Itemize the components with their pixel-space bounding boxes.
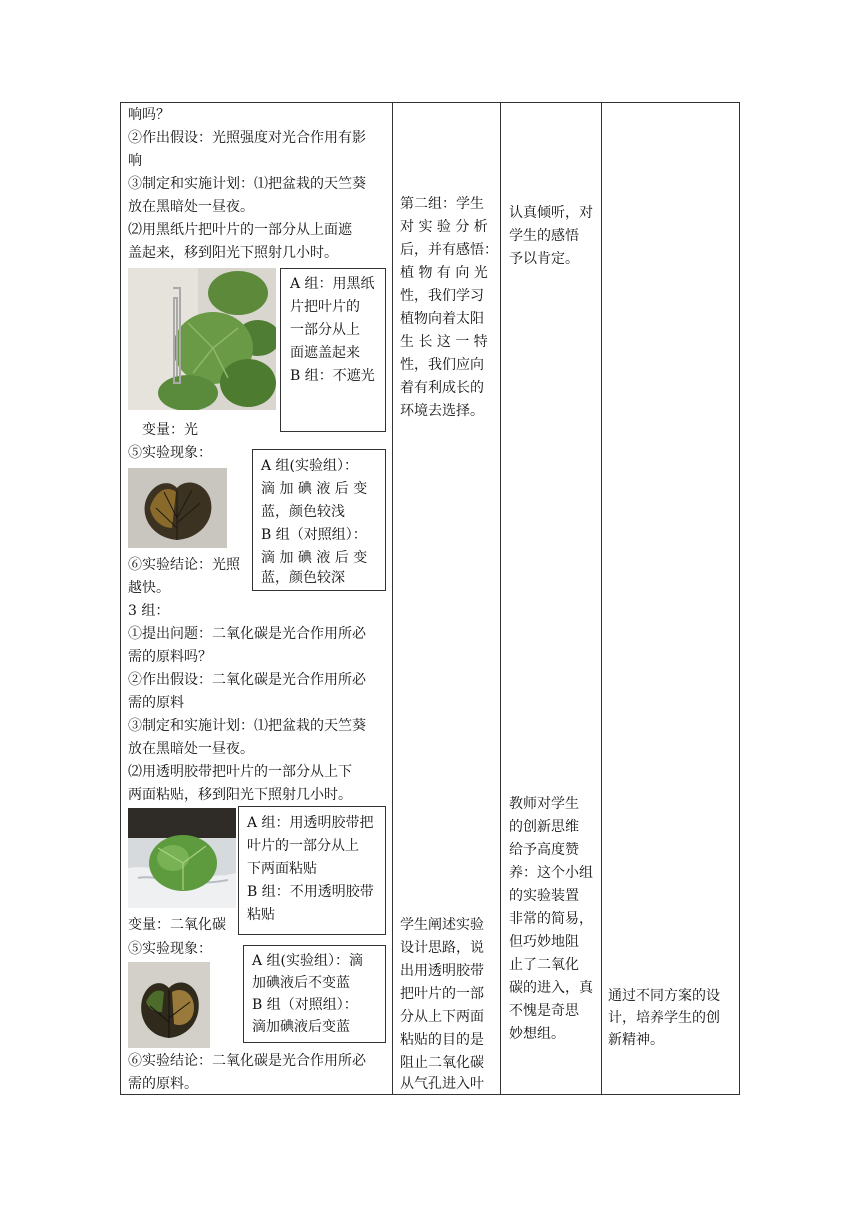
leaf-iodine-photo-2 [128, 962, 210, 1048]
conclusion-line: ⑥实验结论：二氧化碳是光合作用所必 [128, 1053, 366, 1069]
text-line: 阻止二氧化碳 [400, 1055, 484, 1071]
box-line: A 组(实验组）： [261, 458, 359, 474]
text-line: 非常的简易， [509, 911, 593, 927]
text-line: 不愧是奇思 [509, 1003, 579, 1019]
text-line: 第二组：学生 [400, 196, 484, 212]
text-line: 把叶片的一部 [400, 986, 484, 1002]
table-border-right [739, 102, 740, 1095]
text-line: 给予高度赞 [509, 842, 579, 858]
conclusion-line: ⑥实验结论：光照 [128, 557, 240, 573]
box-line: 蓝，颜色较深 [261, 570, 345, 586]
text-line: 但巧妙地阻 [509, 934, 579, 950]
table-divider-1 [392, 102, 393, 1095]
text-line: 认真倾听，对 [509, 205, 593, 221]
text-line: 止了二氧化 [509, 957, 579, 973]
leaf-tape-photo [128, 808, 236, 908]
group-result-box-2 [243, 945, 386, 1043]
box-line: B 组（对照组）： [261, 527, 367, 543]
text-line: ③制定和实施计划：⑴把盆栽的天竺葵 [128, 176, 366, 192]
text-line: 设计思路，说 [400, 940, 484, 956]
phenomenon-label: ⑤实验现象： [128, 941, 212, 957]
text-line: 放在黑暗处一昼夜。 [128, 741, 254, 757]
text-line: 养：这个小组 [509, 865, 593, 881]
text-line: 放在黑暗处一昼夜。 [128, 199, 254, 215]
text-line: ⑵用黑纸片把叶片的一部分从上面遮 [128, 222, 352, 238]
box-line: 滴加碘液后变蓝 [252, 1019, 350, 1035]
text-line: 响 [128, 153, 142, 169]
geranium-paperclip-photo [128, 268, 276, 410]
text-line: ⑵用透明胶带把叶片的一部分从上下 [128, 764, 352, 780]
text-line: 学生阐述实验 [400, 917, 484, 933]
box-line: A 组(实验组）：滴 [252, 953, 364, 969]
group-result-box-1 [252, 449, 386, 591]
group-design-box-2 [238, 806, 386, 935]
text-line: 予以肯定。 [509, 251, 579, 267]
box-line: 滴 加 碘 液 后 变 [261, 481, 368, 497]
text-line: 植 物 有 向 光 [400, 265, 488, 281]
text-line: 响吗？ [128, 107, 170, 123]
text-line: 对 实 验 分 析 [400, 219, 488, 235]
text-line: 粘贴的目的是 [400, 1032, 484, 1048]
box-line: 面遮盖起来 [290, 345, 360, 361]
box-line: B 组（对照组）： [252, 997, 358, 1013]
box-line: 叶片的一部分从上 [247, 838, 359, 854]
box-line: B 组：不用透明胶带 [247, 884, 374, 900]
box-line: 一部分从上 [290, 322, 360, 338]
text-line: 两面粘贴，移到阳光下照射几小时。 [128, 787, 352, 803]
text-line: ③制定和实施计划：⑴把盆栽的天竺葵 [128, 718, 366, 734]
text-line: 的创新思维 [509, 819, 579, 835]
table-divider-2 [500, 102, 501, 1095]
variable-label: 变量：光 [142, 422, 198, 438]
table-divider-3 [601, 102, 602, 1095]
text-line: 植物向着太阳 [400, 311, 484, 327]
conclusion-line: 越快。 [128, 580, 170, 596]
box-line: 加碘液后不变蓝 [252, 975, 350, 991]
text-line: 着有利成长的 [400, 380, 484, 396]
text-line: 3 组： [128, 603, 170, 619]
text-line: ①提出问题：二氧化碳是光合作用所必 [128, 626, 366, 642]
text-line: 学生的感悟 [509, 228, 579, 244]
box-line: 滴 加 碘 液 后 变 [261, 550, 368, 566]
phenomenon-label: ⑤实验现象： [128, 445, 212, 461]
text-line: 需的原料 [128, 695, 184, 711]
text-line: 性，我们应向 [400, 357, 484, 373]
text-line: ②作出假设：二氧化碳是光合作用所必 [128, 672, 366, 688]
text-line: 妙想组。 [509, 1026, 565, 1042]
text-line: 环境去选择。 [400, 403, 484, 419]
conclusion-line: 需的原料。 [128, 1076, 198, 1092]
box-line: A 组：用黑纸 [290, 276, 375, 292]
text-line: 通过不同方案的设 [608, 988, 720, 1004]
text-line: 分从上下两面 [400, 1009, 484, 1025]
group-design-box-1 [280, 268, 386, 432]
box-line: 下两面粘贴 [247, 861, 317, 877]
box-line: A 组：用透明胶带把 [247, 815, 374, 831]
text-line: 计，培养学生的创 [608, 1010, 720, 1026]
text-line: ②作出假设：光照强度对光合作用有影 [128, 130, 366, 146]
box-line: 片把叶片的 [290, 299, 360, 315]
variable-label: 变量：二氧化碳 [128, 917, 226, 933]
text-line: 生 长 这 一 特 [400, 334, 488, 350]
box-line: 蓝，颜色较浅 [261, 504, 345, 520]
box-line: B 组：不遮光 [290, 368, 375, 384]
text-line: 教师对学生 [509, 796, 579, 812]
text-line: 出用透明胶带 [400, 963, 484, 979]
table-border-top [120, 102, 740, 103]
text-line: 的实验装置 [509, 888, 579, 904]
text-line: 需的原料吗？ [128, 649, 212, 665]
text-line: 新精神。 [608, 1032, 664, 1048]
text-line: 从气孔进入叶 [400, 1076, 484, 1092]
text-line: 性，我们学习 [400, 288, 484, 304]
table-border-left [120, 102, 121, 1095]
text-line: 盖起来，移到阳光下照射几小时。 [128, 245, 338, 261]
box-line: 粘贴 [247, 907, 275, 923]
leaf-iodine-photo-1 [128, 468, 227, 548]
text-line: 碳的进入，真 [509, 980, 593, 996]
text-line: 后，并有感悟： [400, 242, 498, 258]
